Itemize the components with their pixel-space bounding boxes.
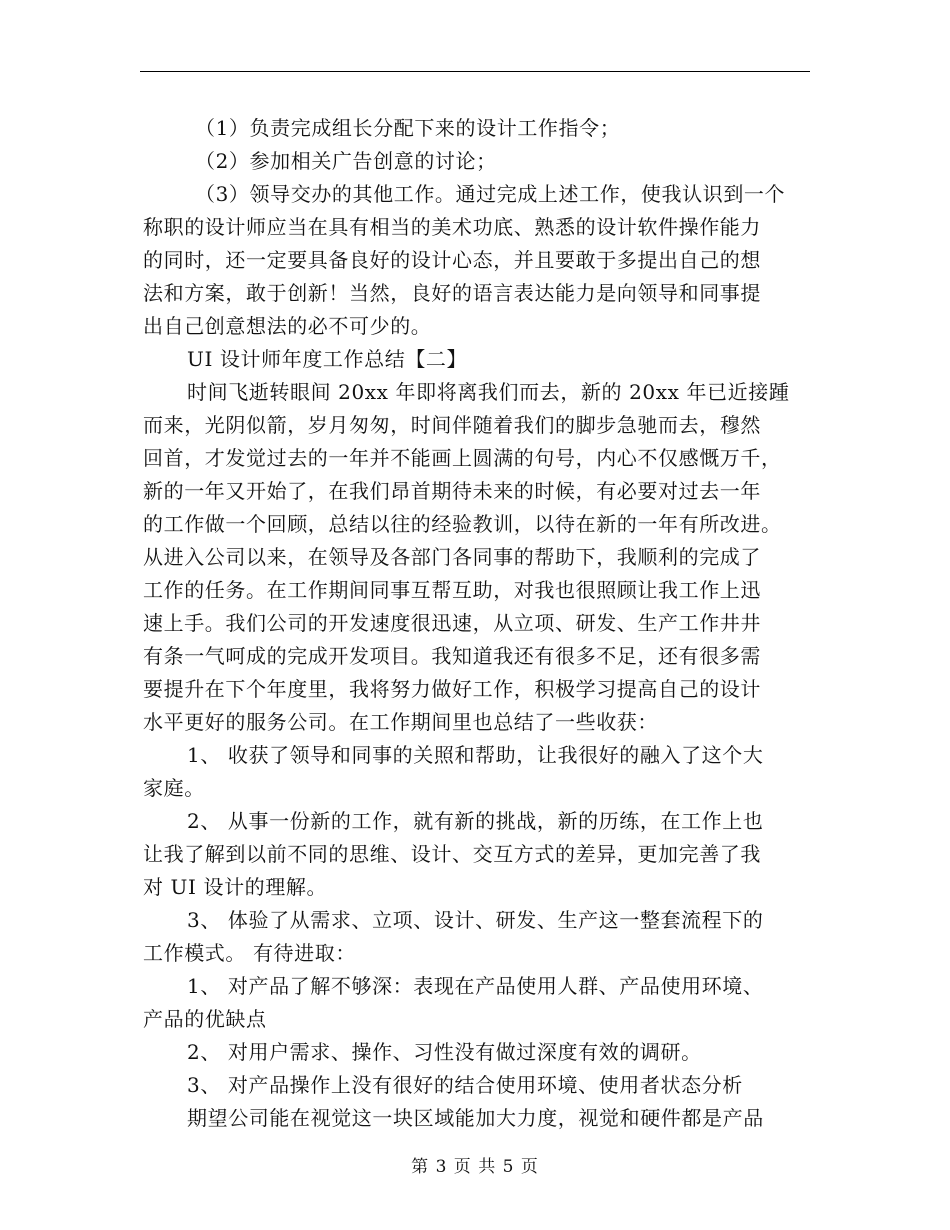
page-number: 第 3 页 共 5 页 [411,1157,539,1177]
list-item: （2）参加相关广告创意的讨论； [195,149,497,173]
paragraph-line: 时间飞逝转眼间 20xx 年即将离我们而去，新的 20xx 年已近接踵 [187,380,790,404]
list-item: 2、 对用户需求、操作、习性没有做过深度有效的调研。 [187,1040,702,1064]
paragraph-line: 的同时，还一定要具备良好的设计心态，并且要敢于多提出自己的想 [143,248,761,272]
paragraph-line: 出自己创意想法的必不可少的。 [143,314,432,338]
list-item: 1、 收获了领导和同事的关照和帮助，让我很好的融入了这个大 [187,743,764,767]
paragraph-line: 让我了解到以前不同的思维、设计、交互方式的差异，更加完善了我 [143,842,761,866]
paragraph-line: 而来，光阴似箭，岁月匆匆，时间伴随着我们的脚步急驰而去，穆然 [143,413,761,437]
paragraph-line: 对 UI 设计的理解。 [143,875,328,899]
paragraph-line: 从进入公司以来，在领导及各部门各同事的帮助下，我顺利的完成了 [143,545,761,569]
list-item: 3、 体验了从需求、立项、设计、研发、生产这一整套流程下的 [187,908,764,932]
paragraph-line: 产品的优缺点 [143,1007,267,1031]
document-body [143,112,803,1135]
paragraph-line: 期望公司能在视觉这一块区域能加大力度，视觉和硬件都是产品 [187,1106,764,1130]
header-rule [140,71,810,72]
list-item: 2、 从事一份新的工作，就有新的挑战，新的历练，在工作上也 [187,809,764,833]
list-item: 1、 对产品了解不够深：表现在产品使用人群、产品使用环境、 [187,974,764,998]
list-item: （1）负责完成组长分配下来的设计工作指令； [195,116,621,140]
list-item: （3）领导交办的其他工作。通过完成上述工作，使我认识到一个 [195,182,786,206]
paragraph-line: 有条一气呵成的完成开发项目。我知道我还有很多不足，还有很多需 [143,644,761,668]
paragraph-line: 工作模式。 有待进取： [143,941,356,965]
paragraph-line: 工作的任务。在工作期间同事互帮互助，对我也很照顾让我工作上迅 [143,578,761,602]
paragraph-line: 回首，才发觉过去的一年并不能画上圆满的句号，内心不仅感慨万千， [143,446,782,470]
section-heading: UI 设计师年度工作总结【二】 [187,347,468,371]
paragraph-line: 要提升在下个年度里，我将努力做好工作，积极学习提高自己的设计 [143,677,761,701]
paragraph-line: 称职的设计师应当在具有相当的美术功底、熟悉的设计软件操作能力 [143,215,761,239]
paragraph-line: 的工作做一个回顾，总结以往的经验教训，以待在新的一年有所改进。 [143,512,782,536]
list-item: 3、 对产品操作上没有很好的结合使用环境、使用者状态分析 [187,1073,743,1097]
paragraph-line: 法和方案，敢于创新！当然，良好的语言表达能力是向领导和同事提 [143,281,761,305]
paragraph-line: 新的一年又开始了，在我们昂首期待未来的时候，有必要对过去一年 [143,479,761,503]
paragraph-line: 水平更好的服务公司。在工作期间里也总结了一些收获： [143,710,658,734]
paragraph-line: 家庭。 [143,776,205,800]
paragraph-line: 速上手。我们公司的开发速度很迅速，从立项、研发、生产工作井井 [143,611,761,635]
